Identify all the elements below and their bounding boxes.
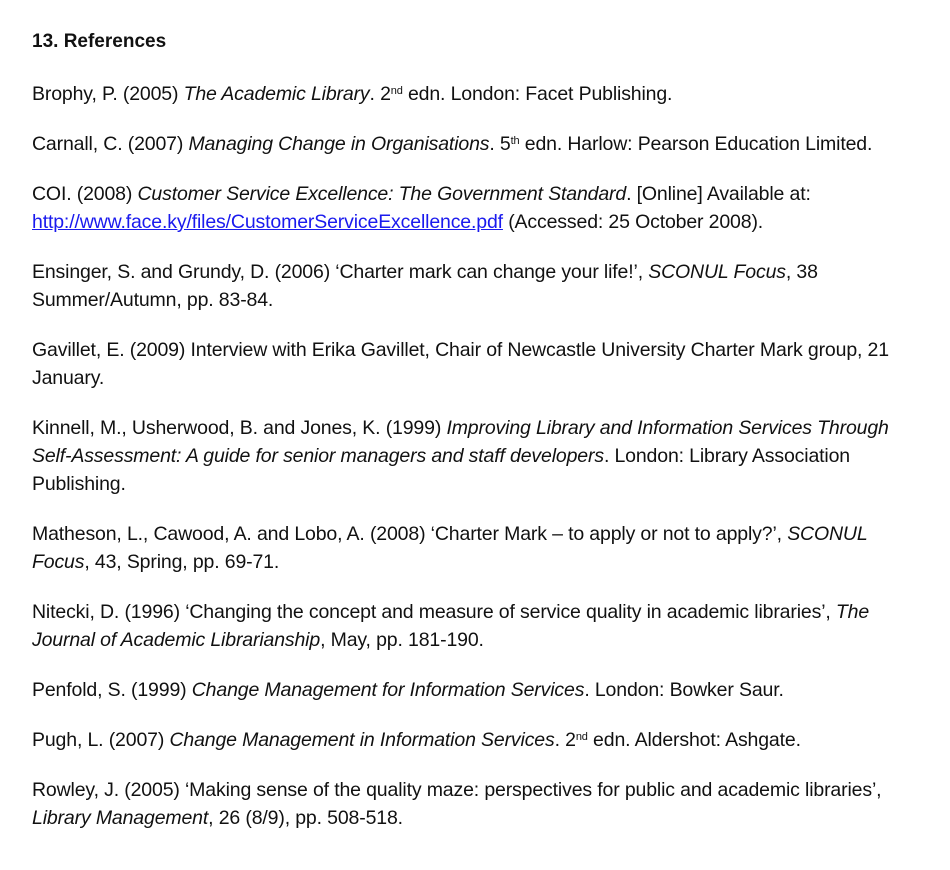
reference-brophy: Brophy, P. (2005) The Academic Library. 2nd edn. London: Facet Publishing. bbox=[32, 83, 673, 105]
reference-rowley: Rowley, J. (2005) ‘Making sense of the quality maze: perspectives for public and academic libraries’, Library Management, 26 (8/9), pp. 508-518. bbox=[32, 779, 882, 829]
section-heading: 13. References bbox=[32, 31, 167, 52]
reference-matheson: Matheson, L., Cawood, A. and Lobo, A. (2008) ‘Charter Mark – to apply or not to apply?’, SCONUL Focus, 43, Spring, pp. 69-71. bbox=[32, 523, 868, 573]
reference-carnall: Carnall, C. (2007) Managing Change in Organisations. 5th edn. Harlow: Pearson Education Limited. bbox=[32, 133, 873, 155]
reference-penfold: Penfold, S. (1999) Change Management for Information Services. London: Bowker Saur. bbox=[32, 679, 784, 701]
reference-nitecki: Nitecki, D. (1996) ‘Changing the concept and measure of service quality in academic libraries’, The Journal of Academic Librarianship, May, pp. 181-190. bbox=[32, 601, 870, 651]
reference-ensinger: Ensinger, S. and Grundy, D. (2006) ‘Charter mark can change your life!’, SCONUL Focus, 38 Summer/Autumn, pp. 83-84. bbox=[32, 261, 818, 311]
reference-kinnell: Kinnell, M., Usherwood, B. and Jones, K. (1999) Improving Library and Information Services Through Self-Assessment: A guide for senior managers and staff developers. London: Library Association Publishing. bbox=[32, 417, 889, 495]
reference-link[interactable]: http://www.face.ky/files/CustomerServiceExcellence.pdf bbox=[32, 211, 503, 233]
reference-pugh: Pugh, L. (2007) Change Management in Information Services. 2nd edn. Aldershot: Ashgate. bbox=[32, 729, 801, 751]
reference-coi: COI. (2008) Customer Service Excellence: The Government Standard. [Online] Available at: http://www.face.ky/files/CustomerServiceExcellence.pdf (Accessed: 25 October 2008). bbox=[32, 183, 811, 233]
reference-gavillet: Gavillet, E. (2009) Interview with Erika Gavillet, Chair of Newcastle University Charter Mark group, 21 January. bbox=[32, 339, 889, 389]
